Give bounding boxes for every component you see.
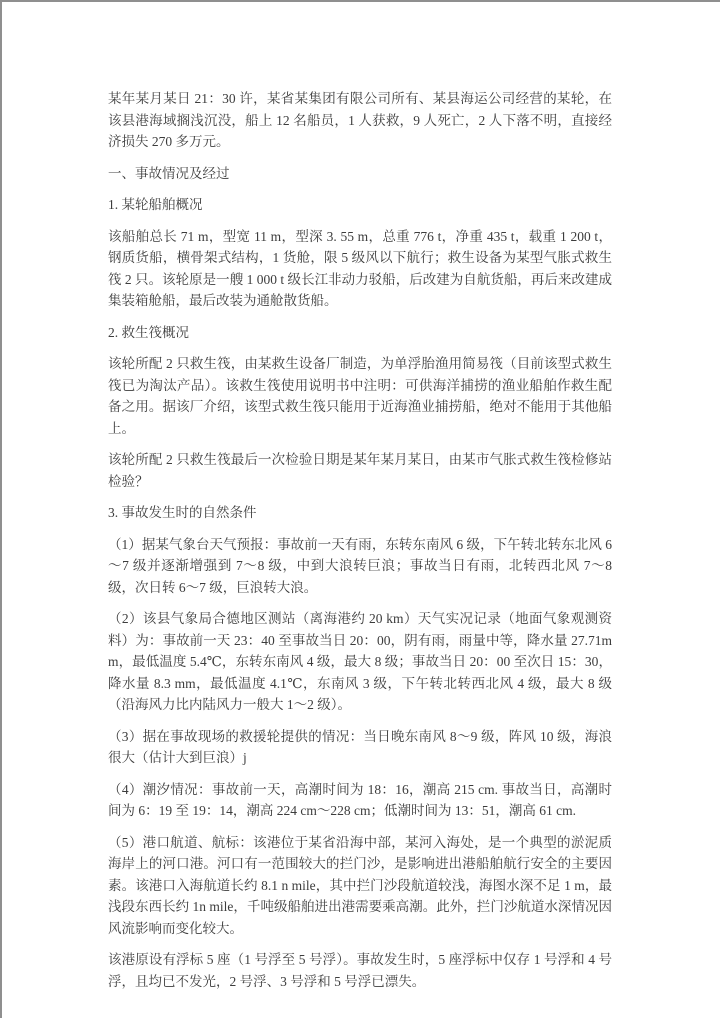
subheading-natural-conditions: 3. 事故发生时的自然条件	[108, 505, 257, 520]
tide-conditions-paragraph: （4）潮汐情况：事故前一天，高潮时间为 18：16，潮高 215 cm. 事故当日，高潮时间为 6：19 至 19：14，潮高 224 cm～228 cm；低潮时间为 13：51，潮高 61 cm.	[108, 781, 612, 818]
intro-paragraph: 某年某月某日 21：30 许，某省某集团有限公司所有、某县海运公司经营的某轮，在该县港海域搁浅沉没，船上 12 名船员，1 人获救，9 人死亡，2 人下落不明，直接经济损失 270 多万元。	[108, 91, 612, 149]
port-channel-paragraph: （5）港口航道、航标：该港位于某省沿海中部，某河入海处，是一个典型的淤泥质海岸上的河口港。河口有一范围较大的拦门沙，是影响进出港船舶航行安全的主要因素。该港口入海航道长约 8.1 n mile，其中拦门沙段航道较浅，海图水深不足 1 m，最浅段东西长约 1n mile，千吨级船舶进出港需要乘高潮。此外，拦门沙航道水深情况因风流影响而变化较大。	[108, 834, 612, 936]
buoys-paragraph: 该港原设有浮标 5 座（1 号浮至 5 号浮）。事故发生时，5 座浮标中仅存 1 号浮和 4 号浮，且均已不发光，2 号浮、3 号浮和 5 号浮已漂失。	[108, 952, 612, 989]
liferaft-profile-paragraph: 该轮所配 2 只救生筏，由某救生设备厂制造，为单浮胎渔用简易筏（目前该型式救生筏已为淘汰产品）。该救生筏使用说明书中注明：可供海洋捕捞的渔业船舶作救生配备之用。据该厂介绍，该型式救生筏只能用于近海渔业捕捞船，绝对不能用于其他船上。	[108, 356, 612, 436]
subheading-liferaft-profile: 2. 救生筏概况	[108, 324, 189, 340]
ship-profile-paragraph: 该船舶总长 71 m，型宽 11 m，型深 3. 55 m，总重 776 t，净重 435 t，载重 1 200 t，钢质货船，横骨架式结构，1 货舱，限 5 级风以下航行；救生设备为某型气胀式救生筏 2 只。该轮原是一艘 1 000 t 级长江非动力驳船，后改建为自航货船，再后来改建成集装箱舱船，最后改装为通舱散货船。	[108, 228, 612, 308]
weather-forecast-paragraph: （1）据某气象台天气预报：事故前一天有雨，东转东南风 6 级，下午转北转东北风 6～7 级并逐渐增强到 7～8 级，中到大浪转巨浪；事故当日有雨，北转西北风 7～8 级，次日转 6～7 级，巨浪转大浪。	[108, 536, 612, 595]
weather-record-paragraph: （2）该县气象局合德地区测站（离海港约 20 km）天气实况记录（地面气象观测资料）为：事故前一天 23：40 至事故当日 20：00，阴有雨，雨量中等，降水量 27.71mm，最低温度 5.4℃，东转东南风 4 级，最大 8 级；事故当日 20：00 至次日 15：30，降水量 8.3 mm，最低温度 4.1℃，东南风 3 级，下午转北转西北风 4 级，最大 8 级（沿海风力比内陆风力一般大 1～2 级）。	[108, 611, 612, 712]
section-heading-accident-overview: 一、事故情况及经过	[108, 165, 230, 181]
subheading-ship-profile: 1. 某轮船舶概况	[108, 197, 203, 212]
liferaft-inspection-paragraph: 该轮所配 2 只救生筏最后一次检验日期是某年某月某日，由某市气胀式救生筏检修站检验？	[108, 452, 612, 489]
rescue-ship-report-paragraph: （3）据在事故现场的救援轮提供的情况：当日晚东南风 8～9 级，阵风 10 级，海浪很大（估计大到巨浪）j	[108, 728, 612, 765]
